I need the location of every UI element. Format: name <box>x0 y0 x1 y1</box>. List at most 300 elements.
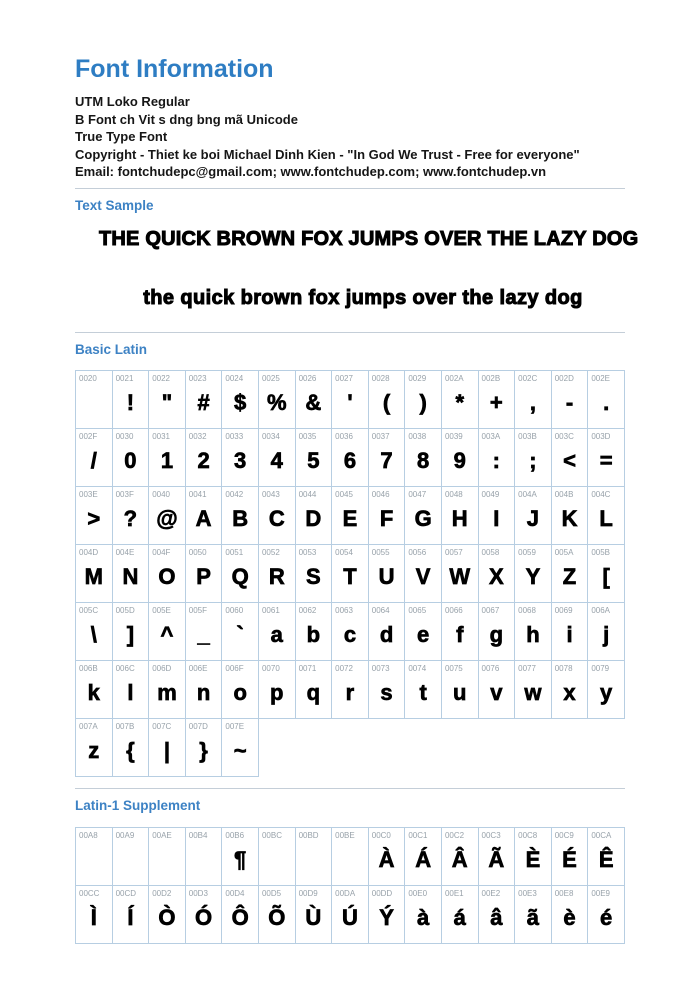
glyph: Â <box>451 846 468 872</box>
section-heading-basic-latin: Basic Latin <box>75 341 148 357</box>
codepoint-label: 006B <box>79 663 98 673</box>
glyph-cell-0077 <box>515 660 552 718</box>
codepoint-label: 0052 <box>261 547 280 557</box>
codepoint-label: 00D5 <box>261 888 282 898</box>
codepoint-label: 0028 <box>371 373 390 383</box>
glyph: d <box>379 621 394 647</box>
codepoint-label: 0074 <box>408 663 427 673</box>
codepoint-label: 0048 <box>444 489 463 499</box>
glyph-cell-00E1 <box>441 885 478 943</box>
codepoint-label: 00A8 <box>79 830 98 840</box>
codepoint-label: 00CC <box>79 888 100 898</box>
codepoint-label: 0071 <box>298 663 317 673</box>
glyph: F <box>379 505 394 531</box>
font-type-line: True Type Font <box>75 129 168 144</box>
glyph-cell-0030 <box>112 428 149 486</box>
glyph-table-row <box>76 660 625 718</box>
glyph: Ò <box>158 904 176 930</box>
codepoint-label: 0053 <box>298 547 317 557</box>
codepoint-label: 0031 <box>152 431 170 441</box>
glyph-cell-00D2 <box>149 885 186 943</box>
glyph: | <box>163 737 171 763</box>
codepoint-label: 0073 <box>371 663 390 673</box>
codepoint-label: 005E <box>152 605 171 615</box>
glyph-cell-002A <box>441 370 478 428</box>
glyph-cell-0038 <box>405 428 442 486</box>
codepoint-label: 00CA <box>591 830 612 840</box>
codepoint-label: 0037 <box>371 431 390 441</box>
codepoint-label: 00C0 <box>371 830 391 840</box>
glyph-cell-004C <box>588 486 625 544</box>
glyph-cell-0071 <box>295 660 332 718</box>
glyph: Ê <box>598 846 614 872</box>
glyph-cell-0079 <box>588 660 625 718</box>
glyph: M <box>84 563 103 589</box>
glyph: s <box>380 679 393 705</box>
glyph-cell-00CD <box>112 885 149 943</box>
glyph-cell-0021 <box>112 370 149 428</box>
glyph: u <box>453 679 467 705</box>
glyph-cell-004B <box>551 486 588 544</box>
glyph: Z <box>562 563 577 589</box>
codepoint-label: 00D9 <box>298 888 318 898</box>
glyph: ( <box>382 389 391 415</box>
glyph: : <box>492 447 500 473</box>
glyph: { <box>126 737 135 763</box>
codepoint-label: 00BE <box>335 830 355 840</box>
glyph: m <box>157 679 177 705</box>
codepoint-label: 0064 <box>371 605 390 615</box>
codepoint-label: 0065 <box>408 605 427 615</box>
glyph-cell-00CA <box>588 827 625 885</box>
glyph: ~ <box>233 737 247 763</box>
glyph: ¶ <box>234 846 247 872</box>
codepoint-label: 002A <box>444 373 464 383</box>
codepoint-label: 003D <box>591 431 611 441</box>
glyph: - <box>565 389 574 415</box>
codepoint-label: 0038 <box>408 431 427 441</box>
glyph: e <box>417 621 430 647</box>
codepoint-label: 0051 <box>225 547 244 557</box>
glyph: X <box>488 563 504 589</box>
glyph: à <box>417 904 430 930</box>
glyph: Ù <box>305 904 322 930</box>
glyph-cell-0045 <box>332 486 369 544</box>
glyph-cell-00A8 <box>76 827 113 885</box>
glyph-cell-0064 <box>368 602 405 660</box>
glyph: U <box>378 563 395 589</box>
codepoint-label: 004D <box>79 547 99 557</box>
codepoint-label: 0033 <box>225 431 244 441</box>
glyph-table-row <box>76 370 625 428</box>
glyph: C <box>268 505 285 531</box>
glyph-cell-007E <box>222 718 259 776</box>
glyph: é <box>600 904 613 930</box>
codepoint-label: 002D <box>554 373 574 383</box>
glyph: À <box>378 846 395 872</box>
codepoint-label: 00C2 <box>444 830 465 840</box>
glyph-cell-00C0 <box>368 827 405 885</box>
glyph-table-row <box>76 718 625 776</box>
glyph-cell-002F <box>76 428 113 486</box>
glyph-cell-005F <box>185 602 222 660</box>
codepoint-label: 00E9 <box>591 888 610 898</box>
glyph-cell-007D <box>185 718 222 776</box>
glyph-cell-0043 <box>258 486 295 544</box>
divider <box>75 188 625 189</box>
codepoint-label: 0068 <box>518 605 536 615</box>
codepoint-label: 00B4 <box>188 830 208 840</box>
glyph-cell-00E0 <box>405 885 442 943</box>
glyph-cell-007B <box>112 718 149 776</box>
glyph: a <box>270 621 283 647</box>
glyph-cell-003B <box>515 428 552 486</box>
glyph-cell-0073 <box>368 660 405 718</box>
glyph-cell-0059 <box>515 544 552 602</box>
glyph-cell-0036 <box>332 428 369 486</box>
codepoint-label: 0049 <box>481 489 500 499</box>
codepoint-label: 0067 <box>481 605 500 615</box>
codepoint-label: 00C1 <box>408 830 428 840</box>
codepoint-label: 006F <box>225 663 244 673</box>
codepoint-label: 00D3 <box>188 888 208 898</box>
glyph: i <box>566 621 573 647</box>
glyph: ' <box>347 389 353 415</box>
glyph-cell-00E9 <box>588 885 625 943</box>
glyph-cell-0062 <box>295 602 332 660</box>
glyph: T <box>343 563 357 589</box>
glyph-cell-0023 <box>185 370 222 428</box>
glyph-cell-00E2 <box>478 885 515 943</box>
glyph: 8 <box>417 447 430 473</box>
codepoint-label: 003B <box>518 431 537 441</box>
glyph: S <box>306 563 321 589</box>
glyph-cell-0069 <box>551 602 588 660</box>
codepoint-label: 00E1 <box>444 888 464 898</box>
glyph: ^ <box>160 621 174 647</box>
glyph: I <box>493 505 500 531</box>
glyph-cell-00D4 <box>222 885 259 943</box>
glyph: ] <box>126 621 135 647</box>
glyph-cell-006E <box>185 660 222 718</box>
codepoint-label: 00C9 <box>554 830 574 840</box>
codepoint-label: 004B <box>554 489 574 499</box>
font-info-block <box>75 93 625 181</box>
glyph: É <box>562 846 577 872</box>
glyph-cell-0063 <box>332 602 369 660</box>
glyph-cell-005D <box>112 602 149 660</box>
glyph: N <box>122 563 139 589</box>
glyph: * <box>455 389 465 415</box>
glyph-cell-00C1 <box>405 827 442 885</box>
codepoint-label: 007C <box>152 721 172 731</box>
codepoint-label: 00B6 <box>225 830 245 840</box>
glyph: w <box>524 679 542 705</box>
codepoint-label: 0076 <box>481 663 500 673</box>
codepoint-label: 0054 <box>335 547 353 557</box>
codepoint-label: 0057 <box>444 547 463 557</box>
codepoint-label: 0044 <box>298 489 317 499</box>
glyph-cell-00BD <box>295 827 332 885</box>
glyph-table-row <box>76 827 625 885</box>
codepoint-label: 003E <box>79 489 98 499</box>
glyph-cell-0051 <box>222 544 259 602</box>
codepoint-label: 006D <box>152 663 172 673</box>
codepoint-label: 0075 <box>444 663 463 673</box>
glyph: p <box>270 679 284 705</box>
glyph-cell-007A <box>76 718 113 776</box>
glyph-cell-00D3 <box>185 885 222 943</box>
glyph: è <box>563 904 576 930</box>
codepoint-label: 004E <box>115 547 135 557</box>
glyph-cell-0041 <box>185 486 222 544</box>
glyph-cell-003E <box>76 486 113 544</box>
glyph: & <box>305 389 322 415</box>
codepoint-label: 0029 <box>408 373 427 383</box>
glyph-table-row <box>76 602 625 660</box>
codepoint-label: 0035 <box>298 431 317 441</box>
codepoint-label: 003C <box>554 431 574 441</box>
glyph-cell-0068 <box>515 602 552 660</box>
glyph-cell-0054 <box>332 544 369 602</box>
glyph-cell-00D9 <box>295 885 332 943</box>
glyph: \ <box>90 621 97 647</box>
glyph-cell-0070 <box>258 660 295 718</box>
codepoint-label: 002F <box>79 431 98 441</box>
glyph-cell-00BC <box>258 827 295 885</box>
glyph: K <box>561 505 578 531</box>
glyph-cell-002E <box>588 370 625 428</box>
glyph: ã <box>526 904 540 930</box>
glyph-cell-0053 <box>295 544 332 602</box>
glyph: L <box>599 505 613 531</box>
glyph-table-row <box>76 428 625 486</box>
glyph: 6 <box>343 447 357 473</box>
codepoint-label: 00A9 <box>115 830 135 840</box>
codepoint-label: 0039 <box>444 431 463 441</box>
glyph-table-latin1-supplement <box>75 827 625 944</box>
glyph-cell-0048 <box>441 486 478 544</box>
codepoint-label: 005B <box>591 547 610 557</box>
glyph-cell-0027 <box>332 370 369 428</box>
glyph: B <box>232 505 249 531</box>
codepoint-label: 0042 <box>225 489 244 499</box>
codepoint-label: 0023 <box>188 373 207 383</box>
glyph: g <box>489 621 504 647</box>
codepoint-label: 004C <box>591 489 611 499</box>
codepoint-label: 0055 <box>371 547 390 557</box>
glyph: y <box>600 679 613 705</box>
glyph-cell-007C <box>149 718 186 776</box>
codepoint-label: 00E3 <box>518 888 537 898</box>
codepoint-label: 0020 <box>79 373 97 383</box>
glyph-cell-002B <box>478 370 515 428</box>
codepoint-label: 0059 <box>518 547 536 557</box>
glyph: t <box>419 679 427 705</box>
codepoint-label: 007E <box>225 721 245 731</box>
glyph: 1 <box>160 447 174 473</box>
glyph: G <box>414 505 432 531</box>
codepoint-label: 00AE <box>152 830 172 840</box>
glyph: È <box>525 846 541 872</box>
codepoint-label: 0024 <box>225 373 244 383</box>
codepoint-label: 00CD <box>115 888 137 898</box>
copyright-line: Copyright - Thiet ke boi Michael Dinh Kien - "In God We Trust - Free for everyone" <box>75 146 580 162</box>
glyph: E <box>342 505 358 531</box>
glyph: D <box>305 505 322 531</box>
glyph: Ì <box>90 904 97 930</box>
glyph: P <box>196 563 211 589</box>
codepoint-label: 0032 <box>188 431 207 441</box>
glyph-cell-0034 <box>258 428 295 486</box>
glyph-cell-005C <box>76 602 113 660</box>
glyph: j <box>603 621 610 647</box>
glyph: h <box>526 621 540 647</box>
glyph: % <box>266 389 287 415</box>
glyph: v <box>490 679 503 705</box>
glyph-cell-0067 <box>478 602 515 660</box>
glyph: 2 <box>197 447 210 473</box>
codepoint-label: 00BD <box>298 830 319 840</box>
glyph: â <box>490 904 503 930</box>
codepoint-label: 005F <box>188 605 208 615</box>
codepoint-label: 0056 <box>408 547 427 557</box>
codepoint-label: 00BC <box>261 830 282 840</box>
glyph: 4 <box>270 447 283 473</box>
codepoint-label: 003A <box>481 431 501 441</box>
codepoint-label: 0045 <box>335 489 353 499</box>
glyph-cell-002D <box>551 370 588 428</box>
glyph: r <box>345 679 355 705</box>
glyph: " <box>161 389 173 415</box>
glyph: J <box>526 505 540 531</box>
glyph-cell-0076 <box>478 660 515 718</box>
codepoint-label: 005D <box>115 605 135 615</box>
glyph: á <box>453 904 466 930</box>
glyph: f <box>456 621 464 647</box>
codepoint-label: 0030 <box>115 431 134 441</box>
glyph-cell-002C <box>515 370 552 428</box>
glyph-cell-0037 <box>368 428 405 486</box>
glyph: Á <box>415 846 432 872</box>
glyph-cell-00E8 <box>551 885 588 943</box>
codepoint-label: 005C <box>79 605 99 615</box>
glyph: [ <box>602 563 610 589</box>
glyph: # <box>197 389 210 415</box>
glyph-cell-0049 <box>478 486 515 544</box>
glyph: k <box>87 679 100 705</box>
codepoint-label: 0070 <box>261 663 280 673</box>
codepoint-label: 003F <box>115 489 134 499</box>
glyph-cell-0025 <box>258 370 295 428</box>
glyph: 9 <box>453 447 466 473</box>
glyph-cell-006C <box>112 660 149 718</box>
text-sample-heading: Text Sample <box>75 197 154 213</box>
codepoint-label: 0062 <box>298 605 317 615</box>
glyph-cell-0047 <box>405 486 442 544</box>
glyph-cell-00DD <box>368 885 405 943</box>
glyph-cell-00A9 <box>112 827 149 885</box>
glyph-cell-0072 <box>332 660 369 718</box>
glyph-cell-00AE <box>149 827 186 885</box>
codepoint-label: 0063 <box>335 605 353 615</box>
glyph-cell-003F <box>112 486 149 544</box>
glyph: Ã <box>488 846 505 872</box>
codepoint-label: 0047 <box>408 489 427 499</box>
codepoint-label: 0058 <box>481 547 500 557</box>
glyph: ; <box>529 447 537 473</box>
glyph-cell-0065 <box>405 602 442 660</box>
glyph: ` <box>236 621 244 647</box>
glyph: ! <box>126 389 135 415</box>
glyph-cell-00B6 <box>222 827 259 885</box>
codepoint-label: 0022 <box>152 373 170 383</box>
glyph: z <box>88 737 100 763</box>
codepoint-label: 0041 <box>188 489 207 499</box>
sample-text-uppercase: THE QUICK BROWN FOX JUMPS OVER THE LAZY DOG <box>99 227 639 250</box>
glyph-cell-0035 <box>295 428 332 486</box>
glyph: n <box>196 679 211 705</box>
glyph-cell-0033 <box>222 428 259 486</box>
glyph: V <box>415 563 431 589</box>
glyph: O <box>158 563 176 589</box>
glyph-cell-00C3 <box>478 827 515 885</box>
glyph: > <box>87 505 101 531</box>
glyph: , <box>529 389 536 415</box>
codepoint-label: 006E <box>188 663 208 673</box>
glyph: Õ <box>268 904 286 930</box>
glyph: + <box>489 389 503 415</box>
glyph-cell-006F <box>222 660 259 718</box>
glyph: Y <box>525 563 541 589</box>
glyph: $ <box>234 389 247 415</box>
font-name-line: UTM Loko Regular <box>75 94 190 109</box>
codepoint-label: 004F <box>152 547 171 557</box>
glyph: 5 <box>307 447 320 473</box>
codepoint-label: 00E2 <box>481 888 501 898</box>
codepoint-label: 0025 <box>261 373 280 383</box>
glyph-cell-003A <box>478 428 515 486</box>
glyph-cell-0046 <box>368 486 405 544</box>
glyph: Q <box>231 563 249 589</box>
codepoint-label: 0072 <box>335 663 353 673</box>
glyph: R <box>268 563 285 589</box>
glyph: ? <box>123 505 138 531</box>
codepoint-label: 0069 <box>554 605 573 615</box>
glyph-cell-004F <box>149 544 186 602</box>
glyph: x <box>563 679 576 705</box>
codepoint-label: 0079 <box>591 663 610 673</box>
codepoint-label: 00DD <box>371 888 393 898</box>
glyph-cell-004A <box>515 486 552 544</box>
glyph-cell-006D <box>149 660 186 718</box>
glyph-cell-0032 <box>185 428 222 486</box>
glyph: 0 <box>124 447 137 473</box>
glyph-table-row <box>76 486 625 544</box>
glyph: H <box>451 505 468 531</box>
glyph-cell-0055 <box>368 544 405 602</box>
glyph-table-row <box>76 885 625 943</box>
glyph-cell-0031 <box>149 428 186 486</box>
glyph-cell-0075 <box>441 660 478 718</box>
glyph-cell-00D5 <box>258 885 295 943</box>
codepoint-label: 0027 <box>335 373 353 383</box>
codepoint-label: 0066 <box>444 605 463 615</box>
codepoint-label: 007B <box>115 721 135 731</box>
glyph-cell-0050 <box>185 544 222 602</box>
codepoint-label: 00E0 <box>408 888 428 898</box>
codepoint-label: 002C <box>518 373 538 383</box>
